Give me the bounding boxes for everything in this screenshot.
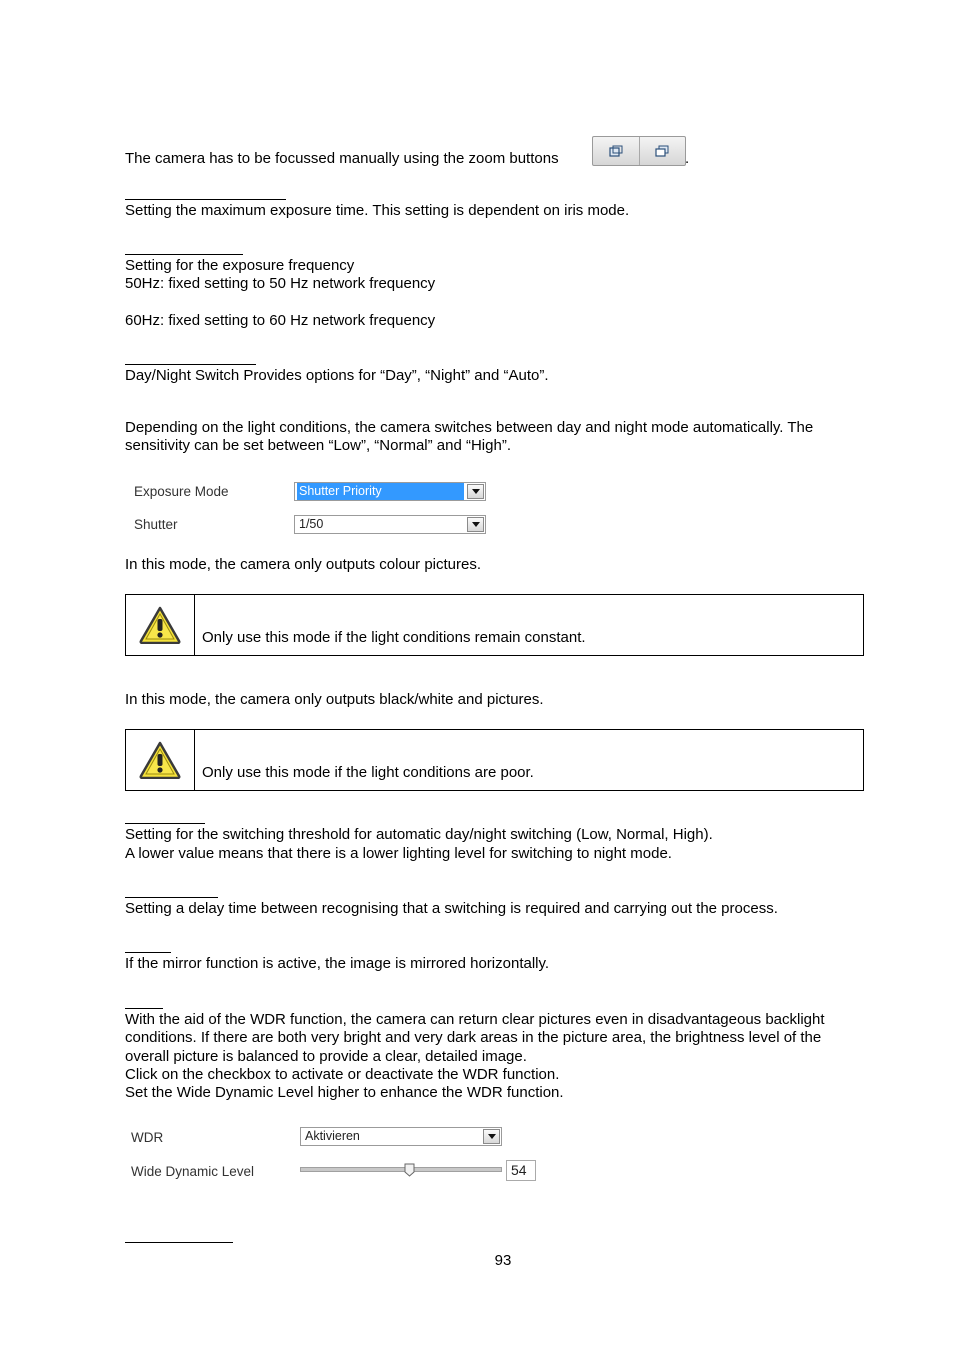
warning-text-night: Only use this mode if the light conditions are poor.: [202, 764, 534, 781]
chevron-down-icon[interactable]: [467, 517, 484, 532]
slider-handle[interactable]: [404, 1163, 415, 1177]
shutter-select[interactable]: [294, 515, 486, 534]
heading-rule: [125, 199, 286, 200]
warning-icon: [139, 741, 181, 779]
warning-icon-cell: [126, 595, 195, 655]
wdr-line-2: conditions. If there are both very bright and very dark areas in the picture area, the brightness level of the: [125, 1029, 822, 1046]
warning-box-day: [125, 594, 864, 656]
heading-rule: [125, 823, 205, 824]
exposure-mode-select[interactable]: [294, 482, 486, 501]
day-night-text: Day/Night Switch Provides options for “Day”, “Night” and “Auto”.: [125, 367, 549, 384]
wide-dynamic-level-slider[interactable]: [300, 1167, 502, 1172]
shutter-label: Shutter: [134, 517, 178, 532]
heading-rule: [125, 952, 171, 953]
warning-box-night: [125, 729, 864, 791]
zoom-in-button[interactable]: [639, 137, 686, 165]
wdr-label: WDR: [131, 1130, 164, 1145]
warning-icon: [139, 606, 181, 644]
focus-text: The camera has to be focussed manually using the zoom buttons: [125, 150, 559, 167]
frequency-line-3: 60Hz: fixed setting to 60 Hz network frequency: [125, 312, 436, 329]
frequency-line-1: Setting for the exposure frequency: [125, 257, 355, 274]
chevron-down-icon[interactable]: [467, 484, 484, 499]
auto-mode-line-1: Depending on the light conditions, the camera switches between day and night mode automatically. The: [125, 419, 814, 436]
zoom-out-button[interactable]: [593, 137, 639, 165]
auto-mode-line-2: sensitivity can be set between “Low”, “Normal” and “High”.: [125, 437, 511, 454]
shutter-value: 1/50: [299, 517, 324, 531]
chevron-down-icon[interactable]: [483, 1129, 500, 1144]
heading-rule: [125, 1008, 163, 1009]
wdr-select[interactable]: [300, 1127, 502, 1146]
zoom-out-icon: [609, 145, 623, 157]
day-mode-text: In this mode, the camera only outputs colour pictures.: [125, 556, 482, 573]
heading-rule: [125, 897, 218, 898]
delay-text: Setting a delay time between recognising that a switching is required and carrying out the process.: [125, 900, 778, 917]
wide-dynamic-level-value[interactable]: 54: [506, 1160, 536, 1181]
heading-rule: [125, 1242, 233, 1243]
wdr-line-3: overall picture is balanced to provide a clear, detailed image.: [125, 1048, 527, 1065]
frequency-line-2: 50Hz: fixed setting to 50 Hz network frequency: [125, 275, 436, 292]
sensitivity-line-2: A lower value means that there is a lower lighting level for switching to night mode.: [125, 845, 672, 862]
wdr-line-4: Click on the checkbox to activate or deactivate the WDR function.: [125, 1066, 560, 1083]
page-number: 93: [494, 1252, 512, 1269]
warning-text-day: Only use this mode if the light conditions remain constant.: [202, 629, 586, 646]
wdr-value: Aktivieren: [305, 1129, 360, 1143]
wdr-line-1: With the aid of the WDR function, the camera can return clear pictures even in disadvantageous backlight: [125, 1011, 825, 1028]
wdr-line-5: Set the Wide Dynamic Level higher to enhance the WDR function.: [125, 1084, 564, 1101]
sensitivity-line-1: Setting for the switching threshold for automatic day/night switching (Low, Normal, High).: [125, 826, 713, 843]
wide-dynamic-level-label: Wide Dynamic Level: [131, 1164, 255, 1179]
exposure-mode-value: Shutter Priority: [297, 483, 464, 500]
focus-suffix: .: [685, 150, 690, 167]
heading-rule: [125, 254, 243, 255]
warning-icon-cell: [126, 730, 195, 790]
mirror-text: If the mirror function is active, the image is mirrored horizontally.: [125, 955, 550, 972]
exposure-time-text: Setting the maximum exposure time. This setting is dependent on iris mode.: [125, 202, 630, 219]
zoom-buttons: [592, 136, 686, 166]
heading-rule: [125, 364, 256, 365]
zoom-in-icon: [655, 145, 669, 157]
night-mode-text: In this mode, the camera only outputs black/white and pictures.: [125, 691, 544, 708]
exposure-mode-label: Exposure Mode: [134, 484, 229, 499]
